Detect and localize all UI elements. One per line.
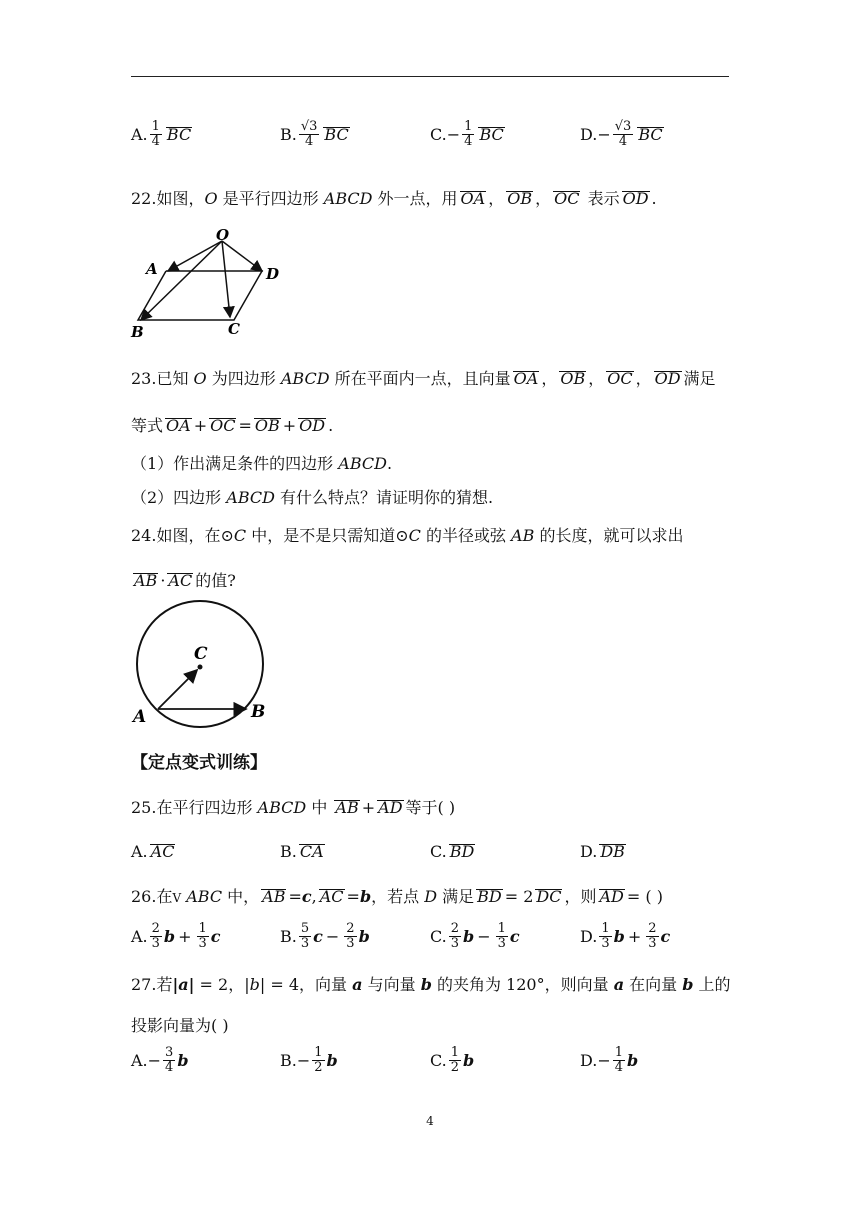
fraction: $\frac{√3}{4}$ [300, 119, 318, 149]
question-22-text: 22.如图，O 是平行四边形 ABCD 外一点，用 OA ， OB ， OC 表示 OD . [131, 189, 657, 208]
question-24-text: 24.如图，在⊙C 中，是不是只需知道⊙C 的半径或弦 AB 的长度，就可以求出 [131, 526, 684, 545]
label-o: O [216, 226, 230, 244]
label-a: A [146, 260, 158, 278]
question-23-text: 23.已知 O 为四边形 ABCD 所在平面内一点，且向量 OA ， OB ， OC ， OD 满足 [131, 369, 716, 388]
q21-option-d[interactable] [580, 120, 666, 149]
page-number: 4 [426, 1114, 434, 1128]
center-point [198, 665, 203, 670]
question-23-equation: 等式 OA + OC = OB + OD . [131, 416, 334, 435]
label-b: B [131, 323, 144, 341]
circle-c [137, 601, 266, 727]
question-26-text: 26.在V ABC 中， AB =c, AC =b，若点 D 满足 BD = 2 DC ，则 AD = ( ) [131, 887, 663, 906]
label-a: A [133, 707, 147, 727]
label-b: B [251, 702, 266, 722]
fraction: $\frac{√3}{4}$ [614, 119, 632, 149]
q27-option-d[interactable]: D.− $\frac{1}{4}$ b [580, 1045, 639, 1075]
label-c: C [228, 320, 240, 338]
q25-option-c[interactable]: C. BD [430, 842, 475, 861]
header-rule [131, 76, 729, 77]
option-label: C.− [430, 125, 461, 144]
vector-oc [222, 241, 230, 317]
q26-option-a[interactable]: A. $\frac{2}{3}$ b + $\frac{1}{3}$ c [131, 921, 221, 951]
question-27-text-line-2: 投影向量为( ) [131, 1016, 229, 1035]
q25-option-d[interactable]: D. DB [580, 842, 625, 861]
parallelogram-abcd [138, 271, 262, 320]
fraction: $\frac{1}{4}$ [151, 119, 160, 149]
vector: BC [324, 125, 349, 144]
section-heading: 【定点变式训练】 [131, 753, 267, 773]
q27-option-b[interactable]: B.− $\frac{1}{2}$ b [280, 1045, 338, 1075]
q27-option-c[interactable]: C. $\frac{1}{2}$ b [430, 1045, 475, 1075]
q21-option-a[interactable] [131, 120, 194, 149]
option-label: A. [131, 125, 148, 144]
q25-option-a[interactable]: A. AC [131, 842, 175, 861]
q26-option-c[interactable]: C. $\frac{2}{3}$ b − $\frac{1}{3}$ c [430, 921, 520, 951]
vector: BC [638, 125, 663, 144]
label-c: C [194, 644, 208, 664]
parallelogram-figure [128, 224, 288, 344]
label-d: D [266, 265, 280, 283]
fraction: $\frac{1}{4}$ [464, 119, 473, 149]
q21-option-c[interactable] [430, 120, 507, 149]
q21-option-b[interactable] [280, 120, 352, 149]
vector-ob [141, 241, 222, 320]
q26-option-d[interactable]: D. $\frac{1}{3}$ b + $\frac{2}{3}$ c [580, 921, 671, 951]
q26-option-b[interactable]: B. $\frac{5}{3}$ c − $\frac{2}{3}$ b [280, 921, 370, 951]
question-25-text: 25.在平行四边形 ABCD 中 AB + AD 等于( ) [131, 798, 456, 817]
vector-ac [158, 670, 197, 709]
option-label: B. [280, 125, 297, 144]
vector-od [222, 241, 262, 271]
question-27-text: 27.若|a| = 2，|b| = 4，向量 a 与向量 b 的夹角为 120°，则向量 a 在向量 b 上的 [131, 975, 731, 994]
q27-option-a[interactable]: A.− $\frac{3}{4}$ b [131, 1045, 189, 1075]
vector: BC [479, 125, 504, 144]
q25-option-b[interactable]: B. CA [280, 842, 324, 861]
question-23-part-2: （2）四边形 ABCD 有什么特点？请证明你的猜想. [131, 488, 494, 507]
question-23-part-1: （1）作出满足条件的四边形 ABCD. [131, 454, 393, 473]
circle-figure [130, 600, 270, 730]
vector: BC [166, 125, 192, 144]
option-label: D.− [580, 125, 611, 144]
question-24-expression: AB · AC 的值? [134, 571, 236, 590]
